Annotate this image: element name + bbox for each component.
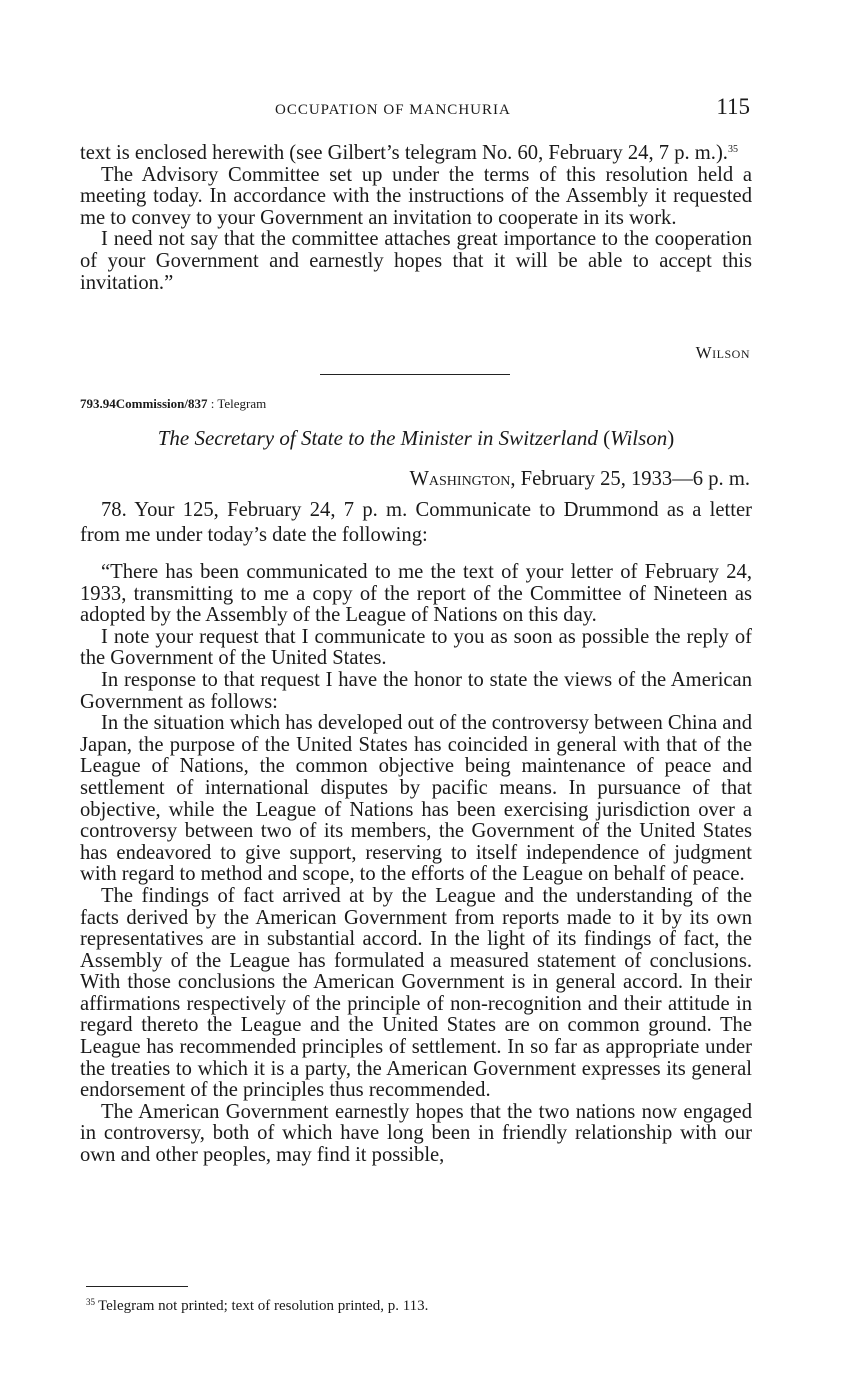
footnote <box>86 1297 428 1315</box>
document-title <box>80 426 752 451</box>
title-paren-open: ( <box>603 426 611 450</box>
telegram-opening <box>80 498 752 548</box>
continuation-paragraph-2: The Advisory Committee set up under the terms of this resolution held a meeting today. In accordance with the instructions of the Assembly it requested me to convey to your Government an invitation to cooperate in its work. <box>80 163 752 229</box>
running-title: OCCUPATION OF MANCHURIA <box>275 102 511 118</box>
file-reference <box>80 396 266 412</box>
section-divider <box>320 374 510 375</box>
letter-paragraph: I note your request that I communicate to you as soon as possible the reply of the Government of the United States. <box>80 625 752 670</box>
letter-paragraph: “There has been communicated to me the text of your letter of February 24, 1933, transmitting to me a copy of the report of the Committee of Nineteen as adopted by the Assembly of the League of Nations on this day. <box>80 561 752 627</box>
footnote-divider <box>86 1286 188 1287</box>
opening-paragraph: 78. Your 125, February 24, 7 p. m. Communicate to Drummond as a letter from me under today’s date the following: <box>80 499 752 546</box>
page-number: 115 <box>716 94 750 119</box>
letter-paragraph: The American Government earnestly hopes that the two nations now engaged in controversy, both of which have long been in friendly relationship with our own and other peoples, may find it possible, <box>80 1100 752 1167</box>
file-type: : Telegram <box>210 396 267 411</box>
footnote-mark: 35 <box>86 1297 95 1307</box>
letter-paragraph: The findings of fact arrived at by the League and the understanding of the facts derived by the American Government from reports made to it by its own representatives are in substantial accord. In the light of its findings of fact, the Assembly of the League has formulated a measured statement of conclusions. With those conclusions the American Government is in general accord. In their affirmations respectively of the principle of non-recognition and their attitude in regard thereto the League and the United States are on common ground. The League has recommended principles of settlement. In so far as appropriate under the treaties to which it is a party, the American Government expresses its general endorsement of the principles thus recommended. <box>80 884 752 1102</box>
dateline-place: Washington <box>409 468 511 490</box>
signature: Wilson <box>695 343 750 362</box>
letter-body <box>80 562 752 1167</box>
document-page <box>80 0 752 1380</box>
continuation-paragraph-3: I need not say that the committee attaches great importance to the cooperation of your Government and earnestly hopes that it will be able to accept this invitation.” <box>80 228 752 294</box>
footnote-text: Telegram not printed; text of resolution printed, p. 113. <box>98 1298 429 1314</box>
file-number: 793.94Commission/837 <box>80 396 208 411</box>
title-main: The Secretary of State to the Minister in Switzerland <box>157 426 598 450</box>
footnote-reference: 35 <box>727 144 738 155</box>
title-paren-close: ) <box>667 426 675 450</box>
page-header <box>80 94 752 124</box>
letter-paragraph: In response to that request I have the honor to state the views of the American Government as follows: <box>80 668 752 713</box>
dateline-date: , February 25, 1933—6 p. m. <box>510 468 750 490</box>
letter-paragraph: In the situation which has developed out of the controversy between China and Japan, the purpose of the United States has coincided in general with that of the League of Nations, the common objective being maintenance of peace and settlement of international disputes by pacific means. In pursuance of that objective, while the League of Nations has been exercising jurisdiction over a controversy between two of its members, the Government of the United States has endeavored to give support, reserving to itself independence of judgment with regard to method and scope, to the efforts of the League on behalf of peace. <box>80 712 752 886</box>
continuation-text: text is enclosed herewith (see Gilbert’s telegram No. 60, February 24, 7 p. m.). <box>80 142 728 164</box>
title-name: Wilson <box>610 426 668 450</box>
continuation-block <box>80 143 752 294</box>
continuation-paragraph-1 <box>80 143 752 165</box>
dateline <box>409 468 750 491</box>
